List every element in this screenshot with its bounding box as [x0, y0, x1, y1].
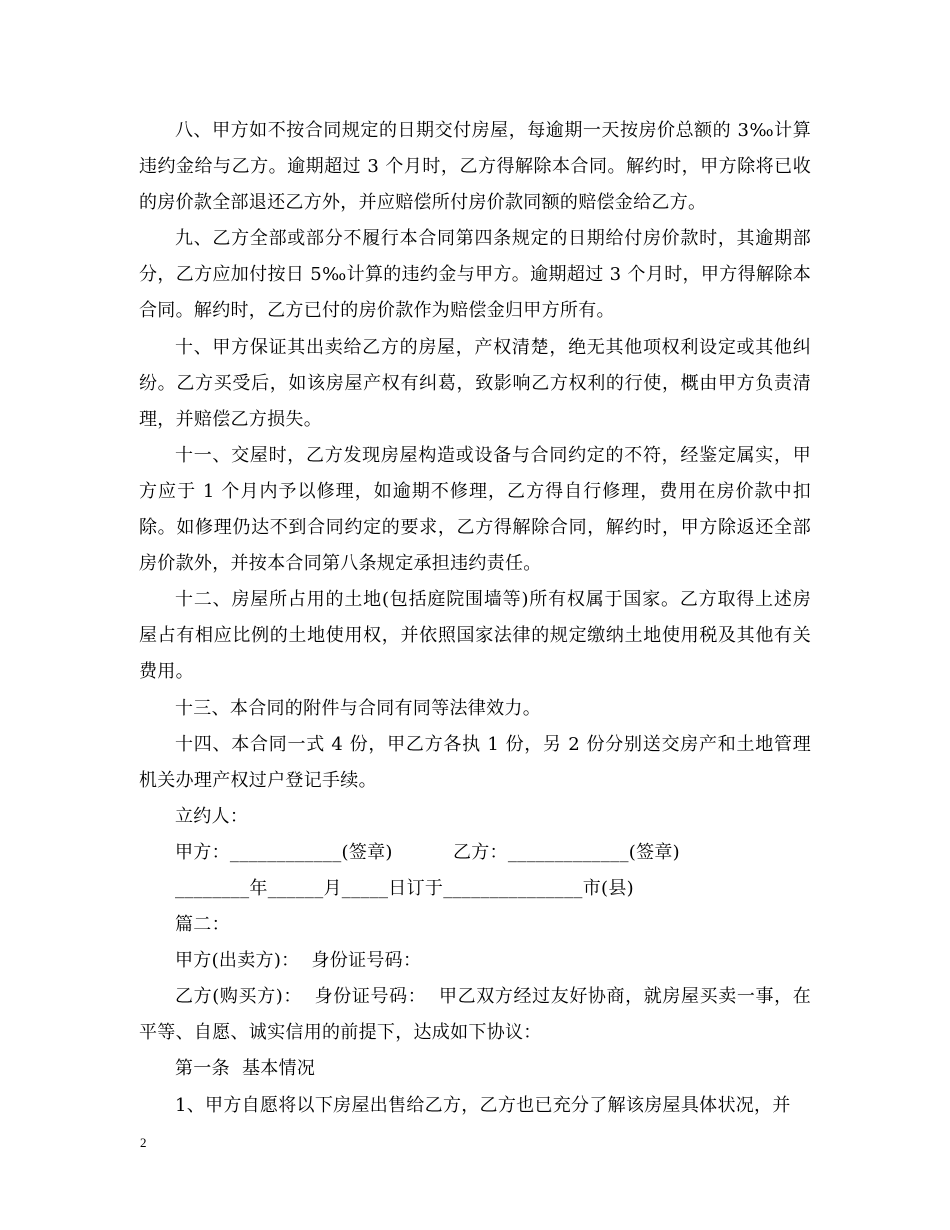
signature-line: 甲方：____________(签章) 乙方：_____________(签章) [175, 841, 681, 863]
clause-14-paragraph: 十四、本合同一式 4 份，甲乙方各执 1 份，另 2 份分别送交房产和土地管理机关办理产权过户登记手续。 [139, 733, 811, 791]
clause-9-paragraph: 九、乙方全部或部分不履行本合同第四条规定的日期给付房价款时，其逾期部分，乙方应加付按日 5‰计算的违约金与甲方。逾期超过 3 个月时，甲方得解除本合同。解约时，乙方已付的房价款作为赔偿金归甲方所有。 [139, 228, 811, 322]
document-body [139, 113, 811, 1124]
clause-10-paragraph: 十、甲方保证其出卖给乙方的房屋，产权清楚，绝无其他项权利设定或其他纠纷。乙方买受后，如该房屋产权有纠葛，致影响乙方权利的行使，概由甲方负责清理，并赔偿乙方损失。 [139, 336, 811, 430]
clause-11-paragraph: 十一、交屋时，乙方发现房屋构造或设备与合同约定的不符，经鉴定属实，甲方应于 1 个月内予以修理，如逾期不修理，乙方得自行修理，费用在房价款中扣除。如修理仍达不到合同约定的要求，乙方得解除合同，解约时，甲方除返还全部房价款外，并按本合同第八条规定承担违约责任。 [139, 444, 811, 575]
clause-13-paragraph: 十三、本合同的附件与合同有同等法律效力。 [175, 697, 541, 719]
signatories-heading: 立约人： [175, 805, 249, 827]
buyer-agreement-paragraph: 乙方(购买方)： 身份证号码： 甲乙双方经过友好协商，就房屋买卖一事，在平等、自愿、诚实信用的前提下，达成如下协议： [139, 986, 811, 1044]
section-two-heading: 篇二： [175, 914, 230, 936]
date-place-line: ________年______月_____日订于_______________市(县) [175, 877, 634, 899]
clause-12-paragraph: 十二、房屋所占用的土地(包括庭院围墙等)所有权属于国家。乙方取得上述房屋占有相应比例的土地使用权，并依照国家法律的规定缴纳土地使用税及其他有关费用。 [139, 589, 811, 683]
article-one-heading: 第一条 基本情况 [175, 1058, 316, 1080]
seller-line: 甲方(出卖方)： 身份证号码： [175, 950, 422, 972]
article-one-item-1: 1、甲方自愿将以下房屋出售给乙方，乙方也已充分了解该房屋具体状况，并 [175, 1094, 791, 1116]
page-number: 2 [140, 1135, 147, 1150]
clause-8-paragraph: 八、甲方如不按合同规定的日期交付房屋，每逾期一天按房价总额的 3‰计算违约金给与乙方。逾期超过 3 个月时，乙方得解除本合同。解约时，甲方除将已收的房价款全部退还乙方外，并应赔偿所付房价款同额的赔偿金给乙方。 [139, 120, 811, 214]
